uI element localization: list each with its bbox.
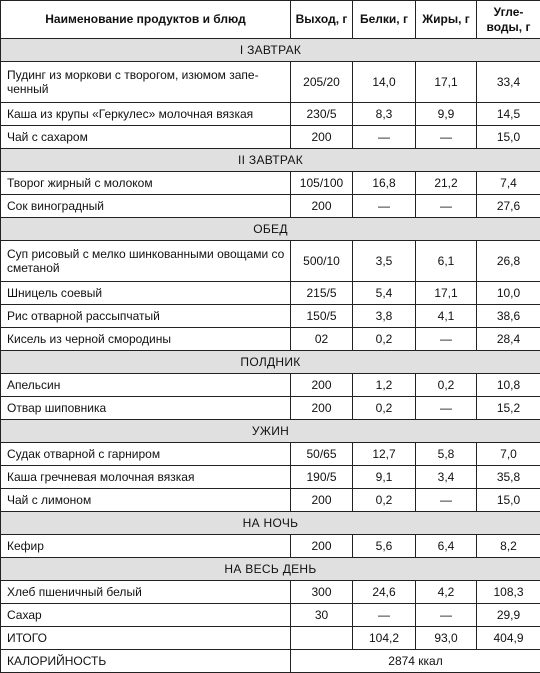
total-row bbox=[1, 627, 540, 650]
dish-fat: 4,2 bbox=[416, 581, 477, 604]
total-output bbox=[291, 627, 353, 650]
table-row bbox=[1, 282, 540, 305]
dish-protein: 8,3 bbox=[353, 103, 416, 126]
dish-name: Каша из крупы «Геркулес» молочная вязкая bbox=[1, 103, 291, 126]
header-fat: Жиры, г bbox=[416, 1, 477, 39]
dish-carbs: 15,0 bbox=[477, 126, 540, 149]
dish-output: 150/5 bbox=[291, 305, 353, 328]
dish-fat: — bbox=[416, 328, 477, 351]
dish-carbs: 15,0 bbox=[477, 489, 540, 512]
dish-protein: 0,2 bbox=[353, 397, 416, 420]
dish-output: 200 bbox=[291, 535, 353, 558]
table-row bbox=[1, 62, 540, 103]
dish-protein: 3,5 bbox=[353, 241, 416, 282]
section-title: ПОЛДНИК bbox=[1, 351, 540, 374]
dish-carbs: 8,2 bbox=[477, 535, 540, 558]
dish-carbs: 26,8 bbox=[477, 241, 540, 282]
total-fat: 93,0 bbox=[416, 627, 477, 650]
dish-carbs: 28,4 bbox=[477, 328, 540, 351]
calories-label: КАЛОРИЙНОСТЬ bbox=[1, 650, 291, 673]
dish-fat: 6,1 bbox=[416, 241, 477, 282]
dish-output: 30 bbox=[291, 604, 353, 627]
section-row bbox=[1, 420, 540, 443]
table-row bbox=[1, 535, 540, 558]
dish-name: Шницель соевый bbox=[1, 282, 291, 305]
table-row bbox=[1, 103, 540, 126]
table-row bbox=[1, 241, 540, 282]
section-title: УЖИН bbox=[1, 420, 540, 443]
section-title: НА НОЧЬ bbox=[1, 512, 540, 535]
dish-carbs: 7,0 bbox=[477, 443, 540, 466]
dish-protein: — bbox=[353, 604, 416, 627]
dish-carbs: 7,4 bbox=[477, 172, 540, 195]
dish-fat: 4,1 bbox=[416, 305, 477, 328]
dish-fat: — bbox=[416, 489, 477, 512]
dish-fat: 3,4 bbox=[416, 466, 477, 489]
dish-name: Сок виноградный bbox=[1, 195, 291, 218]
calories-value: 2874 ккал bbox=[291, 650, 540, 673]
section-row bbox=[1, 512, 540, 535]
header-protein: Белки, г bbox=[353, 1, 416, 39]
dish-output: 205/20 bbox=[291, 62, 353, 103]
dish-fat: — bbox=[416, 126, 477, 149]
dish-protein: 5,4 bbox=[353, 282, 416, 305]
dish-fat: 0,2 bbox=[416, 374, 477, 397]
dish-output: 200 bbox=[291, 195, 353, 218]
dish-output: 105/100 bbox=[291, 172, 353, 195]
table-row bbox=[1, 443, 540, 466]
dish-carbs: 10,8 bbox=[477, 374, 540, 397]
table-row bbox=[1, 172, 540, 195]
section-title: ОБЕД bbox=[1, 218, 540, 241]
dish-fat: 5,8 bbox=[416, 443, 477, 466]
dish-name: Творог жирный с молоком bbox=[1, 172, 291, 195]
section-row bbox=[1, 39, 540, 62]
dish-carbs: 33,4 bbox=[477, 62, 540, 103]
dish-output: 190/5 bbox=[291, 466, 353, 489]
dish-fat: — bbox=[416, 195, 477, 218]
dish-output: 200 bbox=[291, 126, 353, 149]
dish-protein: 24,6 bbox=[353, 581, 416, 604]
dish-name: Кефир bbox=[1, 535, 291, 558]
section-row bbox=[1, 351, 540, 374]
table-row bbox=[1, 328, 540, 351]
dish-fat: 9,9 bbox=[416, 103, 477, 126]
total-protein: 104,2 bbox=[353, 627, 416, 650]
total-carbs: 404,9 bbox=[477, 627, 540, 650]
dish-output: 215/5 bbox=[291, 282, 353, 305]
header-output: Выход, г bbox=[291, 1, 353, 39]
dish-protein: 9,1 bbox=[353, 466, 416, 489]
total-label: ИТОГО bbox=[1, 627, 291, 650]
table-row bbox=[1, 126, 540, 149]
dish-output: 50/65 bbox=[291, 443, 353, 466]
dish-name: Рис отварной рассыпчатый bbox=[1, 305, 291, 328]
dish-output: 500/10 bbox=[291, 241, 353, 282]
section-row bbox=[1, 558, 540, 581]
header-carbs: Угле-воды, г bbox=[477, 1, 540, 39]
dish-protein: 1,2 bbox=[353, 374, 416, 397]
dish-protein: 0,2 bbox=[353, 489, 416, 512]
table-header-row bbox=[1, 1, 540, 39]
table-row bbox=[1, 374, 540, 397]
dish-fat: 17,1 bbox=[416, 62, 477, 103]
section-title: I ЗАВТРАК bbox=[1, 39, 540, 62]
dish-carbs: 10,0 bbox=[477, 282, 540, 305]
table-row bbox=[1, 581, 540, 604]
dish-output: 230/5 bbox=[291, 103, 353, 126]
dish-carbs: 14,5 bbox=[477, 103, 540, 126]
dish-protein: 3,8 bbox=[353, 305, 416, 328]
calories-row bbox=[1, 650, 540, 673]
dish-name: Чай с сахаром bbox=[1, 126, 291, 149]
section-title: II ЗАВТРАК bbox=[1, 149, 540, 172]
dish-protein: 0,2 bbox=[353, 328, 416, 351]
dish-output: 200 bbox=[291, 397, 353, 420]
dish-name: Хлеб пшеничный белый bbox=[1, 581, 291, 604]
dish-fat: — bbox=[416, 604, 477, 627]
dish-output: 200 bbox=[291, 374, 353, 397]
table-row bbox=[1, 466, 540, 489]
table-row bbox=[1, 397, 540, 420]
dish-protein: 12,7 bbox=[353, 443, 416, 466]
dish-name: Суп рисовый с мелко шинкованными овощами со сметаной bbox=[1, 241, 291, 282]
dish-carbs: 108,3 bbox=[477, 581, 540, 604]
dish-name: Апельсин bbox=[1, 374, 291, 397]
dish-name: Судак отварной с гарниром bbox=[1, 443, 291, 466]
dish-name: Каша гречневая молочная вязкая bbox=[1, 466, 291, 489]
dish-output: 300 bbox=[291, 581, 353, 604]
dish-protein: 14,0 bbox=[353, 62, 416, 103]
dish-protein: 16,8 bbox=[353, 172, 416, 195]
dish-name: Пудинг из моркови с творогом, изюмом запе-ченный bbox=[1, 62, 291, 103]
dish-name: Кисель из черной смородины bbox=[1, 328, 291, 351]
dish-protein: — bbox=[353, 195, 416, 218]
dish-fat: 21,2 bbox=[416, 172, 477, 195]
dish-carbs: 35,8 bbox=[477, 466, 540, 489]
dish-carbs: 27,6 bbox=[477, 195, 540, 218]
dish-name: Сахар bbox=[1, 604, 291, 627]
section-row bbox=[1, 218, 540, 241]
dish-name: Отвар шиповника bbox=[1, 397, 291, 420]
dish-fat: — bbox=[416, 397, 477, 420]
dish-name: Чай с лимоном bbox=[1, 489, 291, 512]
dish-output: 02 bbox=[291, 328, 353, 351]
table-row bbox=[1, 489, 540, 512]
dish-protein: 5,6 bbox=[353, 535, 416, 558]
section-row bbox=[1, 149, 540, 172]
table-row bbox=[1, 305, 540, 328]
dish-protein: — bbox=[353, 126, 416, 149]
table-row bbox=[1, 604, 540, 627]
dish-fat: 17,1 bbox=[416, 282, 477, 305]
section-title: НА ВЕСЬ ДЕНЬ bbox=[1, 558, 540, 581]
dish-carbs: 38,6 bbox=[477, 305, 540, 328]
dish-output: 200 bbox=[291, 489, 353, 512]
dish-carbs: 15,2 bbox=[477, 397, 540, 420]
dish-fat: 6,4 bbox=[416, 535, 477, 558]
table-row bbox=[1, 195, 540, 218]
dish-carbs: 29,9 bbox=[477, 604, 540, 627]
header-name: Наименование продуктов и блюд bbox=[1, 1, 291, 39]
